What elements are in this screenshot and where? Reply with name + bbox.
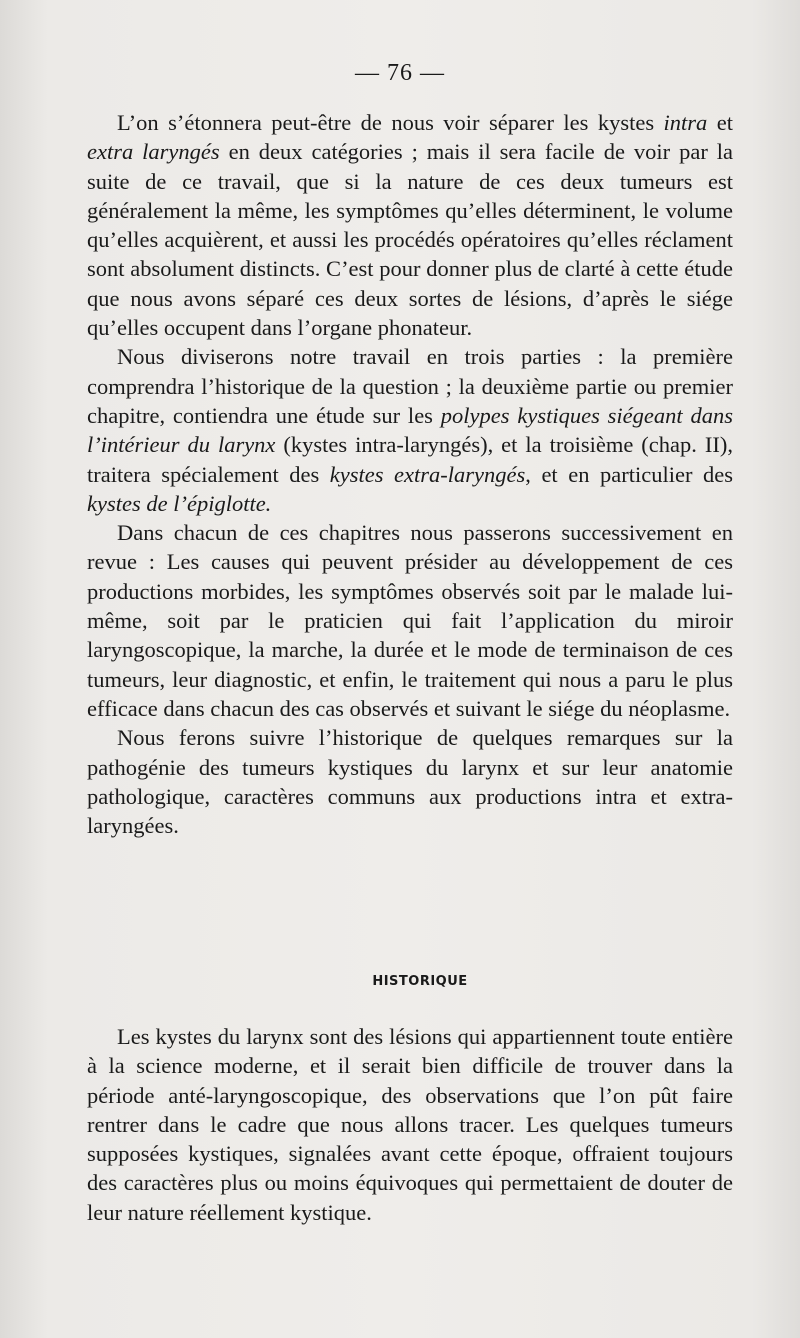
page-number: — 76 — (355, 60, 445, 86)
p2-italic-1: polypes kystiques siégeant dans l’intérieur du larynx (87, 402, 733, 458)
body-text-intro (87, 108, 733, 840)
p1-italic-1: intra (663, 110, 708, 135)
p2-italic-3: kystes de l’épiglotte. (87, 490, 272, 516)
paragraph-1 (87, 108, 733, 342)
p2-text-2: (kystes intra-laryngés), et la troisième (chap. II), traitera spécialement des (87, 432, 733, 487)
paragraph-2 (87, 342, 733, 518)
paragraph-4: Nous ferons suivre l’historique de quelques remarques sur la pathogénie des tumeurs kystiques du larynx et sur leur anatomie pathologique, caractères communs aux productions intra et extra-laryngées. (87, 725, 733, 839)
paragraph-5: Les kystes du larynx sont des lésions qui appartiennent toute entière à la science moderne, et il serait bien difficile de trouver dans la période anté-laryngoscopique, des observations que l’on pût faire rentrer dans le cadre que nous allons tracer. Les quelques tumeurs supposées kystiques, signalées avant cette époque, offraient toujours des caractères plus ou moins équivoques qui permettaient de douter de leur nature réellement kystique. (87, 1024, 733, 1225)
p1-text-1: L’on s’étonnera peut-être de nous voir séparer les kystes (117, 110, 664, 135)
p1-italic-2: extra laryngés (87, 139, 220, 165)
p2-italic-2: kystes extra-laryngés (329, 461, 526, 487)
body-text-historique (87, 1022, 733, 1227)
section-heading: HISTORIQUE (372, 974, 468, 989)
p2-text-3: , et en particulier des (525, 461, 733, 487)
p2-text-1: Nous diviserons notre travail en trois parties : la première comprendra l’historique de la question ; la deuxième partie ou premier chapitre, contiendra une étude sur les (87, 344, 733, 428)
p1-text-2: et (707, 110, 733, 135)
p1-text-3: en deux catégories ; mais il sera facile de voir par la suite de ce travail, que si la nature de ces deux tumeurs est généralement la même, les symptômes qu’elles déterminent, le volume qu’elles acquièrent, et aussi les procédés opératoires qu’elles réclament sont absolument distincts. C’est pour donner plus de clarté à cette étude que nous avons séparé ces deux sortes de lésions, d’après le siége qu’elles occupent dans l’organe phonateur. (87, 139, 734, 341)
paragraph-3: Dans chacun de ces chapitres nous passerons successivement en revue : Les causes qui peuvent présider au développement de ces productions morbides, les symptômes observés soit par le malade lui-même, soit par le praticien qui fait l’application du miroir laryngoscopique, la marche, la durée et le mode de terminaison de ces tumeurs, leur diagnostic, et enfin, le traitement qui nous a paru le plus efficace dans chacun des cas observés et suivant le siége du néoplasme. (87, 520, 733, 721)
